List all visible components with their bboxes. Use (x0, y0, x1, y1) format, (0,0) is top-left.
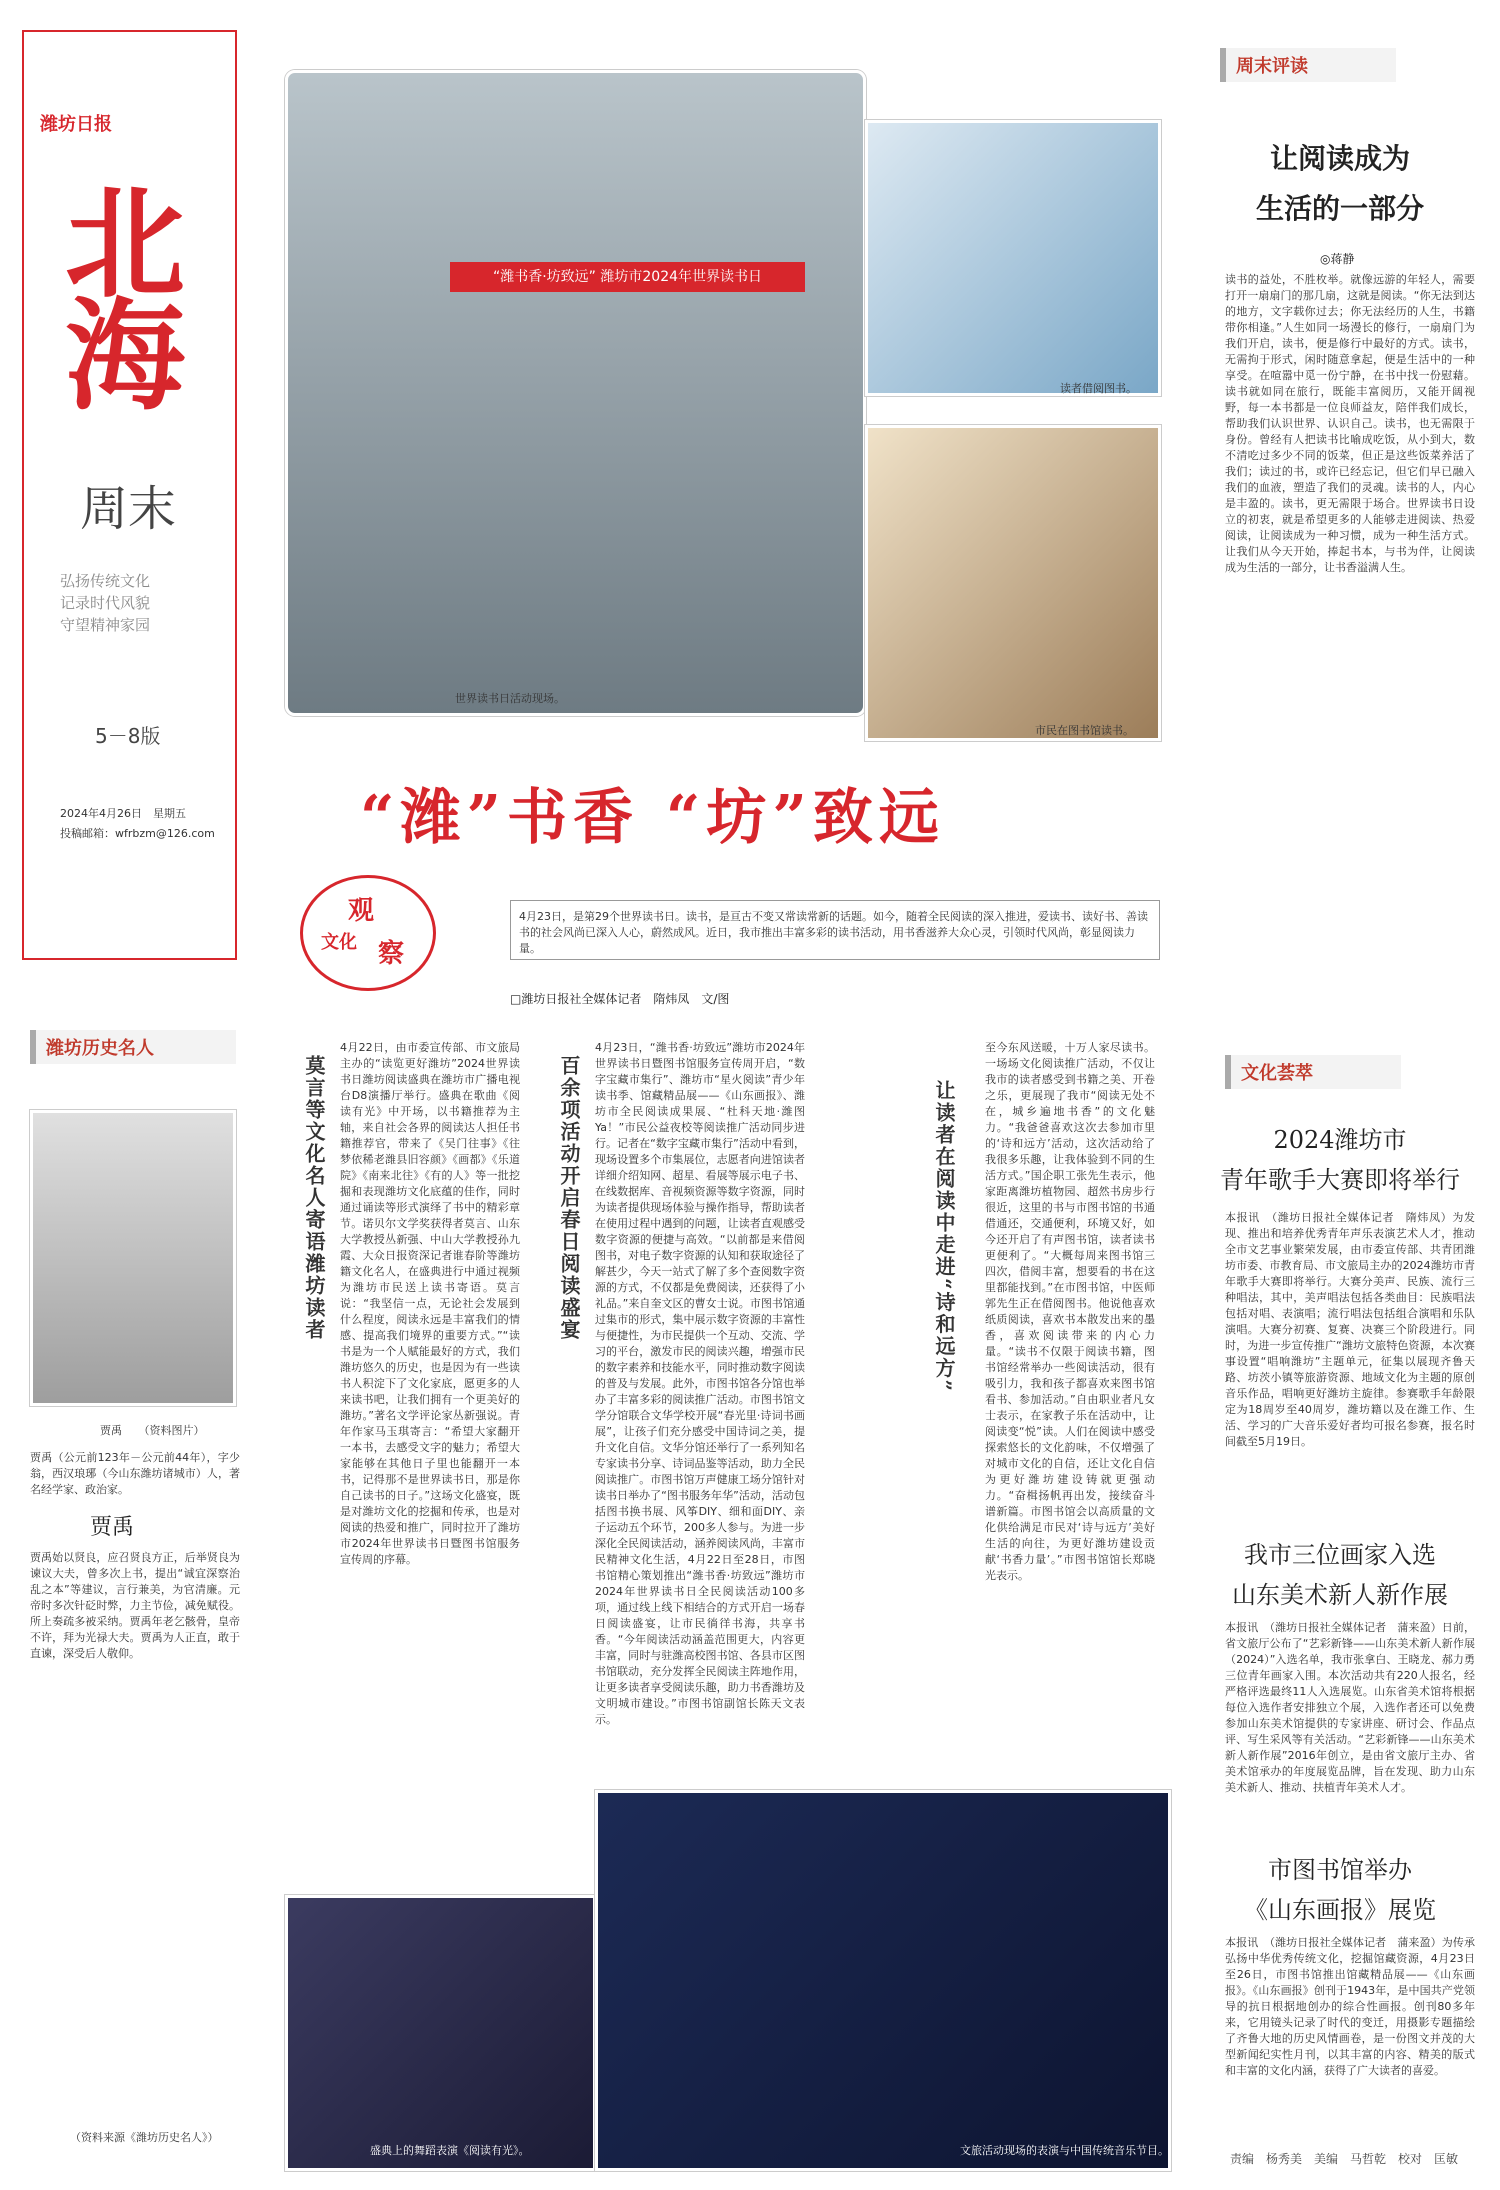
news2-title-line2: 山东美术新人新作展 (1232, 1581, 1448, 1609)
masthead-title: 北海 (45, 180, 186, 404)
culture-observe-badge (300, 875, 436, 991)
section-head-review: 周末评读 (1220, 48, 1396, 82)
portrait-caption: 贾禹 （资料图片） (100, 1424, 205, 1437)
photo-event-scene (285, 70, 866, 716)
photo-dance-caption: 盛典上的舞蹈表演《阅读有光》。 (370, 2144, 530, 2157)
news2-body: 本报讯 （潍坊日报社全媒体记者 蒲来盈）日前，省文旅厅公布了“艺彩新锋——山东美术新人新作展（2024）”入选名单，我市张拿白、王晓龙、郝力勇三位青年画家入围。本次活动共有220人报名，经严格评选最终11人入选展览。山东省美术馆将根据每位入选作者安排独立个展，入选作者还可以免费参加山东美术馆提供的专家讲座、研讨会、作品点评、写生采风等有关活动。“艺彩新锋——山东美术新人新作展”2016年创立，是由省文旅厅主办、省美术馆承办的年度展览品牌，旨在发现、助力山东美术新人、推动、扶植青年美术人才。 (1225, 1621, 1475, 1794)
main-headline: “潍”书香 “坊”致远 (360, 783, 945, 853)
masthead-slogan (60, 570, 220, 636)
slogan-line: 弘扬传统文化 (60, 572, 151, 590)
article-column-1: 4月22日，由市委宣传部、市文旅局主办的“读览更好潍坊”2024世界读书日潍坊阅读盛典在潍坊市广播电视台D8演播厅举行。盛典在歌曲《阅读有光》中开场，以书籍推荐为主轴，来自社会各界的阅读达人担任书籍推荐官，带来了《吴门往事》《往梦依稀老潍县旧容颜》《画都》《乐道院》《南来北往》《有的人》等一批挖掘和表现潍坊文化底蕴的佳作，同时通过诵读等形式演绎了书中的精彩章节。诺贝尔文学奖获得者莫言、山东大学教授丛新强、中山大学教授孙九霞、大众日报资深记者谁春阶等潍坊籍文化名人，在盛典进行中通过视频为潍坊市民送上读书寄语。莫言说：“我坚信一点，无论社会发展到什么程度，阅读永远是丰富我们的情感、提高我们境界的重要方式。”“读书是为一个人赋能最好的方式，我们潍坊悠久的历史，也是因为有一些读书人积淀下了文化家底，愿更多的人来读书吧，让我们拥有一个更美好的潍坊。”著名文学评论家丛新强说。青年作家马玉琪寄言：“希望大家翻开一本书，去感受文字的魅力；希望大家能够在其他日子里也能翻开一本书，记得那不是世界读书日，那是你自己读书的日子。”这场文化盛宴，既是对潍坊文化的挖掘和传承，也是对阅读的热爱和推广，同时拉开了潍坊市2024年世界读书日暨图书馆服务宣传周的序幕。 (340, 1041, 520, 1566)
news3-title-line2: 《山东画报》展览 (1244, 1896, 1436, 1924)
photo-library-reading (865, 425, 1161, 741)
historical-source: （资料来源《潍坊历史名人》） (70, 2131, 219, 2144)
photo-stage-performance (595, 1790, 1171, 2171)
review-author: ◎蒋静 (1320, 252, 1355, 266)
editor-credits: 责编 杨秀美 美编 马哲乾 校对 匡敏 (1230, 2152, 1459, 2166)
review-body: 读书的益处，不胜枚举。就像远游的年轻人，需要打开一扇扇门的那几扇，这就是阅读。“你无法到达的地方，文字载你过去；你无法经历的人生，书籍带你相逢。”人生如同一场漫长的修行，一扇扇门为我们开启，读书，便是修行中最好的方式。读书，无需拘于形式，闲时随意拿起，便是生活中的一种享受。在喧嚣中觅一份宁静，在书中找一份慰藉。读书就如同在旅行，既能丰富阅历，又能开阔视野，每一本书都是一位良师益友，陪伴我们成长，帮助我们认识世界、认识自己。读书，也无需限于身份。曾经有人把读书比喻成吃饭，从小到大，数不清吃过多少不同的饭菜，但正是这些饭菜养活了我们；读过的书，或许已经忘记，但它们早已融入我们的血液，塑造了我们的灵魂。读书的人，内心是丰盈的。读书，更无需限于场合。世界读书日设立的初衷，就是希望更多的人能够走进阅读、热爱阅读，让阅读成为一种习惯，成为一种生活方式。让我们从今天开始，捧起书本，与书为伴，让阅读成为生活的一部分，让书香溢满人生。 (1225, 273, 1475, 574)
historical-body: 贾禹始以贤良，应召贤良方正，后举贤良为谏议大夫，曾多次上书，提出“诚宜深察治乱之本”等建议，言行兼美，为官清廉。元帝时多次针砭时弊，力主节俭，减免赋役。所上奏疏多被采纳。贾禹年老乞骸骨，皇帝不许，拜为光禄大夫。贾禹为人正直，敢于直谏，深受后人敬仰。 (30, 1551, 240, 1660)
photo-event-caption: 世界读书日活动现场。 (455, 692, 565, 705)
news1-title-line1: 2024潍坊市 (1273, 1126, 1407, 1154)
photo-reader-caption: 读者借阅图书。 (1060, 382, 1137, 395)
article-column-2: 4月23日，“潍书香·坊致远”潍坊市2024年世界读书日暨图书馆服务宣传周开启，“数字宝藏市集行”、潍坊市“星火阅读”青少年读书季、馆藏精品展——《山东画报》、潍坊市全民阅读成果展、“杜科天地·潍图Ya！”市民公益夜校等阅读推广活动同步进行。记者在“数字宝藏市集行”活动中看到，现场设置多个市集展位，志愿者向进馆读者详细介绍知网、超星、看展等展示电子书、在线数据库、音视频资源等数字资源，同时为读者提供现场体验与操作指导，帮助读者在使用过程中遇到的问题，让读者直观感受数字资源的便捷与高效。“以前都是来借阅图书，对电子数字资源的认知和获取途径了解甚少，今天一站式了解了多个查阅数字资源的方式，不仅都是免费阅读，还获得了小礼品。”来自奎文区的曹女士说。市图书馆通过集市的形式，集中展示数字资源的丰富性与便捷性，为市民提供一个互动、交流、学习的平台，激发市民的阅读兴趣，增强市民的数字素养和技能水平，同时推动数字阅读的普及与发展。此外，市图书馆各分馆也举办了丰富多彩的阅读推广活动。市图书馆文学分馆联合文华学校开展“春光里·诗词书画展”，让孩子们充分感受中国诗词之美，提升文化自信。文华分馆还举行了一系列知名专家读书分享、诗词品鉴等活动，助力全民阅读推广。市图书馆万声健康工场分馆针对读书日举办了“图书服务年华”活动，活动包括图书换书展、风筝DIY、细和面DIY、亲子运动五个环节，200多人参与。为进一步深化全民阅读活动，涵养阅读风尚，丰富市民精神文化生活，4月22日至28日，市图书馆精心策划推出“潍书香·坊致远”潍坊市2024年世界读书日全民阅读活动100多项，通过线上线下相结合的方式开启一场春日阅读盛宴，让市民徜徉书海，共享书香。“今年阅读活动涵盖范围更大，内容更丰富，同时与驻潍高校图书馆、各县市区图书馆联动，充分发挥全民阅读主阵地作用，让更多读者享受阅读乐趣，助力书香潍坊及文明城市建设。”市图书馆副馆长陈天文表示。 (595, 1041, 805, 1726)
event-banner: “潍书香·坊致远” 潍坊市2024年世界读书日 (450, 262, 805, 292)
photo-stage-caption: 文旅活动现场的表演与中国传统音乐节目。 (960, 2144, 1169, 2157)
byline: □潍坊日报社全媒体记者 隋炜凤 文/图 (510, 992, 730, 1006)
intro-box: 4月23日，是第29个世界读书日。读书，是亘古不变又常读常新的话题。如今，随着全民阅读的深入推进，爱读书、读好书、善读书的社会风尚已深入人心，蔚然成风。近日，我市推出丰富多彩的读书活动，用书香滋养大众心灵，引领时代风尚，彰显阅读力量。 (510, 900, 1160, 960)
section-head-history: 潍坊历史名人 (30, 1030, 236, 1064)
subhead-2: 百余项活动开启春日阅读盛宴 (557, 1055, 581, 1341)
portrait-image (30, 1110, 236, 1406)
news1-body: 本报讯 （潍坊日报社全媒体记者 隋炜凤）为发现、推出和培养优秀青年声乐表演艺术人才，推动全市文艺事业繁荣发展，由市委宣传部、共青团潍坊市委、市教育局、市文旅局主办的2024潍坊市青年歌手大赛即将举行。大赛分美声、民族、流行三种唱法，其中，美声唱法包括各类曲目：民族唱法包括对唱、表演唱；流行唱法包括组合演唱和乐队演唱。大赛分初赛、复赛、决赛三个阶段进行。同时，为进一步宣传推广“潍坊文旅特色资源，本次赛事设置“唱响潍坊”主题单元，征集以展现齐鲁天路、坊茨小镇等旅游资源、地域文化为主题的原创音乐作品，唱响更好潍坊主旋律。参赛歌手年龄限定为18周岁至40周岁，潍坊籍以及在潍工作、生活、学习的广大音乐爱好者均可报名参赛，报名时间截至5月19日。 (1225, 1211, 1475, 1448)
badge-text: 观 (348, 896, 375, 926)
news2-title-line1: 我市三位画家入选 (1244, 1541, 1436, 1569)
submission-email: 投稿邮箱：wfrbzm@126.com (60, 827, 215, 840)
historical-name: 贾禹 (90, 1515, 135, 1540)
badge-text: 文化 (321, 932, 357, 953)
slogan-line: 守望精神家园 (60, 616, 151, 634)
news1-title-line2: 青年歌手大赛即将举行 (1220, 1166, 1460, 1194)
badge-text: 察 (378, 939, 405, 969)
masthead-weekend: 周末 (80, 481, 177, 537)
review-title-line2: 生活的一部分 (1255, 192, 1424, 225)
photo-library-caption: 市民在图书馆读书。 (1035, 724, 1134, 737)
article-column-3: 至今东风送暖，十万人家尽读书。一场场文化阅读推广活动，不仅让我市的读者感受到书籍之美、开卷之乐，更展现了我市“阅读无处不在，城乡遍地书香”的文化魅力。“我爸爸喜欢这次去参加市里的‘诗和远方’活动，这次活动给了我很多乐趣，让我体验到不同的生活方式。”国企职工张先生表示，他家距离潍坊植物园、超然书房步行很近，这里的书与市图书馆的书通借通还，交通便利，环境又好，如今还开启了有声图书馆，读者读书更便利了。“大概每周来图书馆三四次，借阅丰富，想要看的书在这里都能找到。”在市图书馆，中医师郭先生正在借阅图书。他说他喜欢纸质阅读，喜欢书本散发出来的墨香，喜欢阅读带来的内心力量。“读书不仅限于阅读书籍，图书馆经常举办一些阅读活动，很有吸引力，我和孩子都喜欢来图书馆看书、参加活动。”自由职业者凡女士表示，在家教子乐在活动中，让阅读变“悦”读。人们在阅读中感受探索悠长的文化韵味，不仅增强了对城市文化的自信，还让文化自信为更好潍坊建设铸就更强动力。“奋楫扬帆再出发，接续奋斗谱新篇。市图书馆会以高质量的文化供给满足市民对‘诗与远方’美好生活的向往，为更好潍坊建设贡献‘书香力量’。”市图书馆馆长郑晓光表示。 (985, 1041, 1155, 1582)
section-head-culture: 文化荟萃 (1225, 1055, 1401, 1089)
historical-bio: 贾禹（公元前123年－公元前44年），字少翁，西汉琅琊（今山东潍坊诸城市）人，著名经学家、政治家。 (30, 1451, 240, 1496)
subhead-3: 让读者在阅读中走进“诗和远方” (932, 1080, 956, 1394)
photo-reader-borrowing (865, 120, 1161, 396)
slogan-line: 记录时代风貌 (60, 594, 151, 612)
news3-body: 本报讯 （潍坊日报社全媒体记者 蒲来盈）为传承弘扬中华优秀传统文化，挖掘馆藏资源，4月23日至26日，市图书馆推出馆藏精品展——《山东画报》。《山东画报》创刊于1943年，是中国共产党领导的抗日根据地创办的综合性画报。创刊80多年来，它用镜头记录了时代的变迁，用摄影专题描绘了齐鲁大地的历史风情画卷，是一份图文并茂的大型新闻纪实性月刊，以其丰富的内容、精美的版式和丰富的文化内涵，获得了广大读者的喜爱。 (1225, 1936, 1475, 2077)
photo-dance-performance (285, 1895, 596, 2171)
page-range: 5－8版 (95, 724, 161, 748)
news3-title-line1: 市图书馆举办 (1268, 1856, 1412, 1884)
review-title-line1: 让阅读成为 (1269, 142, 1410, 175)
subhead-1: 莫言等文化名人寄语潍坊读者 (302, 1055, 326, 1341)
issue-date: 2024年4月26日 星期五 (60, 807, 186, 820)
newspaper-logo: 潍坊日报 (40, 114, 112, 135)
